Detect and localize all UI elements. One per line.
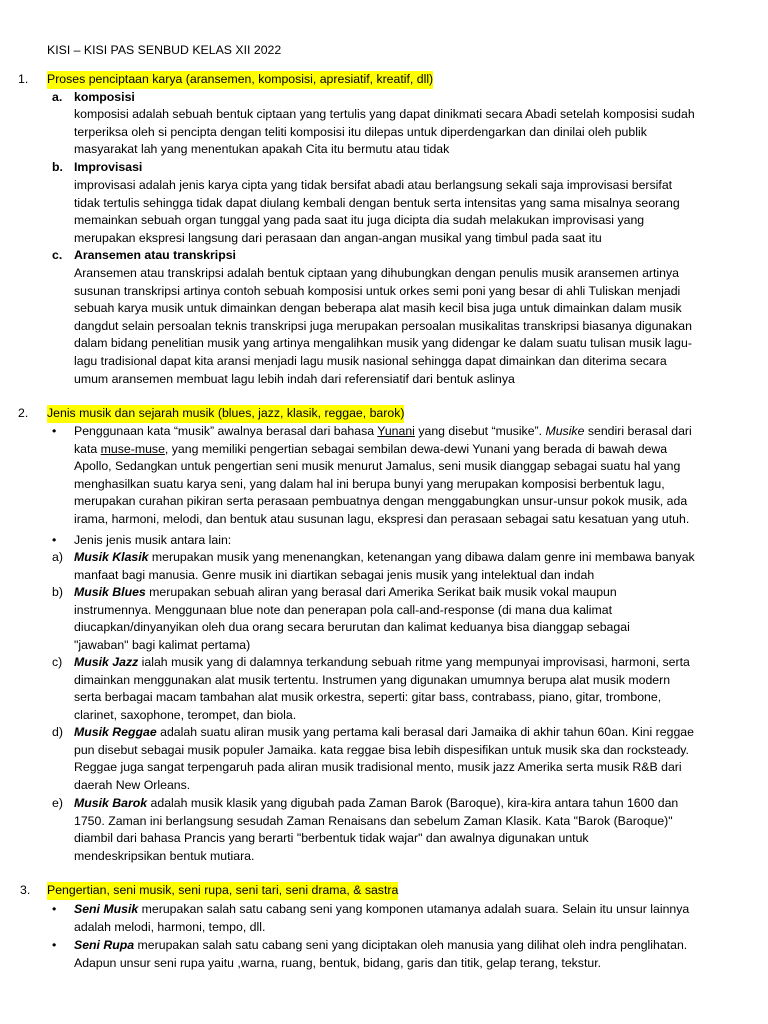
text-run: adalah musik klasik yang digubah pada Zaman Barok (Baroque), kira-kira antara tahun 1600 dan [147, 796, 679, 810]
list-marker: a) [52, 550, 63, 564]
text-line: daerah New Orleans. [74, 777, 191, 792]
text-line: lagu tradisional dapat kita aransi menjadi lagu musik nasional sehingga dapat dimainkan dan diterima secara [74, 353, 667, 368]
term: Seni Musik [74, 902, 139, 916]
section-2-number: 2. [18, 406, 29, 420]
subsection-b-letter: b. [52, 160, 63, 174]
term: Musik Reggae [74, 725, 157, 739]
text-line [74, 441, 722, 459]
subsection-a-title: komposisi [74, 90, 135, 104]
bullet-1-text [74, 423, 722, 529]
term: Musik Blues [74, 585, 146, 599]
text-line: Adapun unsur seni rupa yaitu ,warna, ruang, bentuk, bidang, garis dan titik, gelap terang, tekstur. [74, 955, 602, 970]
section-1-number: 1. [18, 72, 29, 86]
underlined-word: muse-muse [100, 441, 165, 456]
term: Musik Jazz [74, 655, 139, 669]
text-line: adalah melodi, harmoni, tempo, dll. [74, 919, 266, 934]
text-run: merupakan salah satu cabang seni yang komponen utamanya adalah suara. Selain itu unsur lainnya [138, 902, 690, 916]
text-line: improvisasi adalah jenis karya cipta yang tidak bersifat abadi atau berlangsung sekali saja improvisasi bersifat [74, 178, 673, 192]
text-line: instrumennya. Menggunaan blue note dan penerapan pola call-and-response (di mana dua kalimat [74, 602, 613, 617]
text-line [74, 549, 722, 567]
seni-musik-text [74, 901, 722, 936]
list-item-e-mark [52, 795, 63, 813]
term: Seni Rupa [74, 938, 135, 952]
text-line [74, 901, 722, 919]
subsection-a-text [74, 106, 722, 159]
text-line: Apollo, Sedangkan untuk pengertian seni musik menurut Jamalus, seni musik dianggap sebagai suatu hal yang [74, 459, 681, 474]
text-run: merupakan salah satu cabang seni yang diciptakan oleh manusia yang dilihat oleh indra penglihatan. [134, 938, 688, 952]
subsection-c-letter: c. [52, 248, 63, 262]
text-line [74, 654, 722, 672]
list-item-d-text [74, 724, 722, 794]
text-line: dimainkan menggunakan alat musik tertentu. Instrumen yang digunakan umumnya berupa alat musik modern [74, 672, 671, 687]
text-line: diucapkan/dinyanyikan oleh dua orang secara berurutan dan kalimat keduanya bisa dianggap sebagai [74, 620, 630, 635]
text-line [74, 937, 722, 955]
text-line: "jawaban" bagi kalimat pertama) [74, 637, 251, 652]
list-marker: b) [52, 585, 63, 599]
text-line: sebuah karya musik untuk dimainkan dengan beberapa alat masih kecil bisa juga untuk dimainkan dalam musik [74, 301, 682, 316]
section-1-title: Proses penciptaan karya (aransemen, komposisi, apresiatif, kreatif, dll) [47, 71, 433, 89]
text-line: tidak tertulis sehingga tidak dapat diulang kembali dengan bentuk serta intensitas yang sama misalnya seorang [74, 195, 680, 210]
text-run: yang disebut “musike”. [414, 424, 546, 438]
list-marker: d) [52, 725, 63, 739]
underlined-word: Yunani [377, 424, 415, 438]
text-line: irama, harmoni, melodi, dan bentuk atau susunan lagu, ekspresi dan perasaan sebagai satu kesatuan yang utuh. [74, 511, 690, 526]
bullet-icon: • [52, 424, 57, 438]
text-line [74, 584, 722, 602]
italic-word: Musike [545, 424, 585, 438]
text-run: kata [74, 441, 101, 456]
text-run: , yang memiliki pengertian sebagai sembilan dewa-dewi Yunani yang berada di bawah dewa [164, 441, 668, 456]
section-3-number: 3. [20, 883, 31, 897]
text-line: dalam bidang penelitian musik yang artinya mengalihkan musik yang didengar ke dalam suatu tulisan musik lagu- [74, 336, 692, 351]
list-item-e-text [74, 795, 722, 865]
text-line: 1750. Zaman ini berlangsung sesudah Zaman Renaisans dan sebelum Zaman Klasik. Kata "Barok (Baroque)" [74, 813, 673, 828]
list-item-b-mark [52, 584, 63, 602]
text-line: Reggae juga sangat terpengaruh pada aliran musik tradisional mento, musik jazz Amerika serta musik R&B dari [74, 760, 682, 775]
bullet-icon: • [52, 902, 57, 916]
list-marker: c) [52, 655, 63, 669]
text-line: mendeskripsikan bentuk mutiara. [74, 848, 255, 863]
text-line: susunan transkripsi artinya contoh sebuah komposisi untuk orkes semi poni yang besar di ahli Tuliskan menjadi [74, 283, 681, 298]
text-line: diambil dari bahasa Prancis yang berarti "berbentuk tidak wajar" dan awalnya digunakan untuk [74, 831, 589, 846]
text-line: komposisi adalah sebuah bentuk ciptaan yang tertulis yang dapat dinikmati secara Abadi setelah komposisi sudah [74, 107, 695, 121]
text-line: umum aransemen membuat lagu lebih indah dari referensiatif dari bentuk aslinya [74, 371, 515, 386]
bullet-2-text [74, 532, 722, 550]
subsection-b-text [74, 177, 722, 247]
text-line: manfaat bagi manusia. Genre musik ini diartikan sebagai jenis musik yang intelektual dan indah [74, 567, 595, 582]
bullet-icon: • [52, 938, 57, 952]
section-2-title: Jenis musik dan sejarah musik (blues, jazz, klasik, reggae, barok) [47, 405, 404, 423]
text-run: adalah suatu aliran musik yang pertama kali berasal dari Jamaika di akhir tahun 60an. Kini reggae [156, 725, 694, 739]
text-line: menghasilkan suatu karya seni, yang dalam hal ini berupa bunyi yang merupakan komposisi berbentuk lagu, [74, 476, 665, 491]
text-line: pun disebut sebagai musik populer Jamaika. kata reggae bisa lebih dispesifikan untuk musik ska dan rocksteady. [74, 742, 689, 757]
text-line: dangdut selain persoalan teknis transkripsi juga merupakan persoalan musikalitas transkripsi biasanya digunakan [74, 318, 692, 333]
list-item-a-text [74, 549, 722, 584]
text-run: sendiri berasal dari [584, 424, 692, 438]
text-line [74, 795, 722, 813]
list-item-b-text [74, 584, 722, 654]
text-line: Jenis jenis musik antara lain: [74, 533, 232, 547]
text-line [74, 724, 722, 742]
list-item-c-mark [52, 654, 62, 672]
seni-rupa-text [74, 937, 722, 972]
term: Musik Klasik [74, 550, 149, 564]
subsection-c-text [74, 265, 722, 388]
subsection-b-title: Improvisasi [74, 160, 143, 174]
list-item-c-text [74, 654, 722, 724]
text-line: merupakan curahan pikiran serta perasaan pembuatnya dengan menggabungkan unsur-unsur pokok musik, ada [74, 494, 688, 509]
document-title: KISI – KISI PAS SENBUD KELAS XII 2022 [47, 43, 282, 57]
subsection-a-letter: a. [52, 90, 63, 104]
text-line: clarinet, saxophone, terompet, dan biola. [74, 707, 297, 722]
text-line: serta berbagai macam tambahan alat musik orkestra, seperti: gitar bass, contrabass, piano, gitar, trombone, [74, 690, 662, 705]
text-line: masyarakat lah yang menentukan apakah Cita itu bermutu atau tidak [74, 142, 450, 157]
text-line: memainkan sebuah organ tunggal yang pada saat itu juga dicipta dia sudah melakukan improvisasi yang [74, 213, 645, 228]
list-item-d-mark [52, 724, 63, 742]
text-line: Aransemen atau transkripsi adalah bentuk ciptaan yang dihubungkan dengan penulis musik aransemen artinya [74, 266, 679, 280]
text-line: merupakan ekspresi langsung dari perasaan dan angan-angan musikal yang timbul pada saat itu [74, 230, 602, 245]
list-marker: e) [52, 796, 63, 810]
bullet-icon: • [52, 533, 57, 547]
text-run: ialah musik yang di dalamnya terkandung sebuah ritme yang mempunyai improvisasi, harmoni, serta [138, 655, 690, 669]
section-3-title: Pengertian, seni musik, seni rupa, seni tari, seni drama, & sastra [47, 882, 398, 900]
subsection-c-title: Aransemen atau transkripsi [74, 248, 236, 262]
list-item-a-mark [52, 549, 63, 567]
text-line [74, 423, 722, 441]
text-run: Penggunaan kata “musik” awalnya berasal dari bahasa [74, 424, 378, 438]
text-line: terperiksa oleh si pencipta dengan teliti komposisi itu dilepas untuk diperdengarkan dan dinilai oleh publik [74, 124, 647, 139]
term: Musik Barok [74, 796, 148, 810]
text-run: merupakan musik yang menenangkan, ketenangan yang dibawa dalam genre ini membawa banyak [148, 550, 695, 564]
text-run: merupakan sebuah aliran yang berasal dari Amerika Serikat baik musik vokal maupun [145, 585, 617, 599]
